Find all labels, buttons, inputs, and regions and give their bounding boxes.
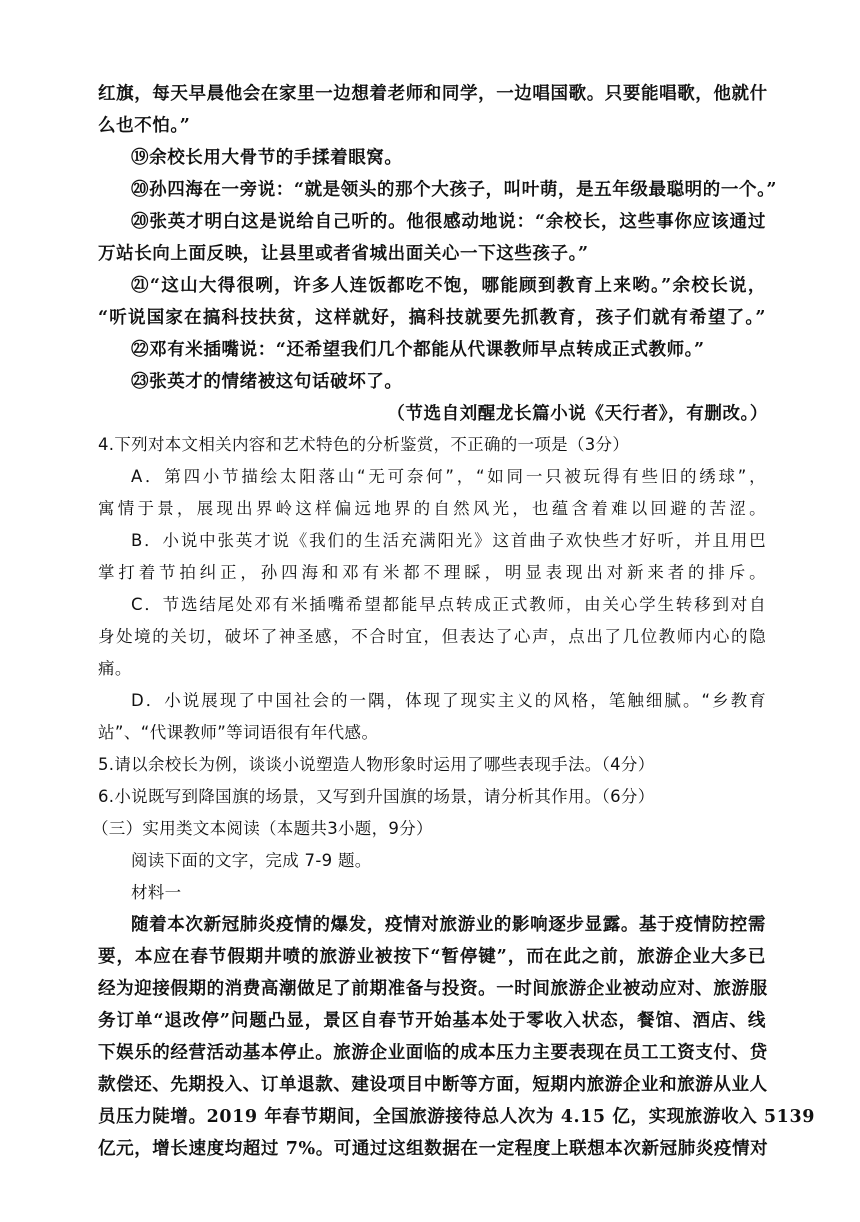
option-c-line2: 身处境的关切，破坏了神圣感，不合时宜，但表达了心声，点出了几位教师内心的隐 (98, 627, 766, 646)
paragraph-19: ⑲余校长用大骨节的手揉着眼窝。 (131, 148, 403, 168)
material-line: 要，本应在春节假期井喷的旅游业被按下“暂停键”，而在此之前，旅游企业大多已 (98, 947, 766, 967)
material-line: 员压力陡增。2019 年春节期间，全国旅游接待总人次为 4.15 亿，实现旅游收入 5139 (98, 1107, 816, 1127)
option-a-line1: A．第四小节描绘太阳落山“无可奈何”，“如同一只被玩得有些旧的绣球”， (131, 467, 766, 486)
question-6: 6.小说既写到降国旗的场景，又写到升国旗的场景，请分析其作用。（6分） (98, 787, 655, 806)
section-heading: （三）实用类文本阅读（本题共3小题，9分） (92, 819, 433, 838)
question-5: 5.请以余校长为例，谈谈小说塑造人物形象时运用了哪些表现手法。（4分） (98, 755, 655, 774)
material-line: 务订单“退改停”问题凸显，景区自春节开始基本处于零收入状态，餐馆、酒店、线 (98, 1011, 766, 1031)
paragraph-21: ㉑“这山大得很咧，许多人连饭都吃不饱，哪能顾到教育上来哟。”余校长说， (131, 276, 766, 296)
option-d-line1: D．小说展现了中国社会的一隅，体现了现实主义的风格，笔触细腻。“乡教育 (131, 691, 766, 710)
option-b-line2: 掌打着节拍纠正，孙四海和邓有米都不理睬，明显表现出对新来者的排斥。 (98, 563, 766, 582)
option-c-line3: 痛。 (98, 659, 132, 678)
material-line: 经为迎接假期的消费高潮做足了前期准备与投资。一时间旅游企业被动应对、旅游服 (98, 979, 768, 999)
material-line: 下娱乐的经营活动基本停止。旅游企业面临的成本压力主要表现在员工工资支付、贷 (98, 1043, 768, 1063)
material-label: 材料一 (131, 883, 182, 902)
paragraph-22: ㉒邓有米插嘴说：“还希望我们几个都能从代课教师早点转成正式教师。” (131, 340, 705, 360)
text-line: 万站长向上面反映，让县里或者省城出面关心一下这些孩子。” (98, 244, 589, 264)
option-c-line1: C．节选结尾处邓有米插嘴希望都能早点转成正式教师，由关心学生转移到对自 (131, 595, 766, 614)
paragraph-23: ㉓张英才的情绪被这句话破坏了。 (131, 372, 403, 392)
material-line: 亿元，增长速度均超过 7%。可通过这组数据在一定程度上联想本次新冠肺炎疫情对 (98, 1139, 769, 1159)
text-line: “听说国家在搞科技扶贫，这样就好，搞科技就要先抓教育，孩子们就有希望了。” (98, 308, 766, 328)
option-b-line1: B．小说中张英才说《我们的生活充满阳光》这首曲子欢快些才好听，并且用巴 (131, 531, 766, 550)
question-4: 4.下列对本文相关内容和艺术特色的分析鉴赏，不正确的一项是（3分） (98, 435, 630, 454)
paragraph-20b: ⑳张英才明白这是说给自己听的。他很感动地说：“余校长，这些事你应该通过 (131, 212, 766, 232)
option-d-line2: 站”、“代课教师”等词语很有年代感。 (98, 723, 379, 742)
text-line: 么也不怕。” (98, 116, 191, 136)
material-line: 随着本次新冠肺炎疫情的爆发，疫情对旅游业的影响逐步显露。基于疫情防控需 (131, 915, 766, 935)
instruction: 阅读下面的文字，完成 7-9 题。 (131, 851, 372, 870)
text-line: 红旗，每天早晨他会在家里一边想着老师和同学，一边唱国歌。只要能唱歌，他就什 (98, 84, 768, 104)
material-line: 款偿还、先期投入、订单退款、建设项目中断等方面，短期内旅游企业和旅游从业人 (98, 1075, 768, 1095)
paragraph-20a: ⑳孙四海在一旁说：“就是领头的那个大孩子，叫叶萌，是五年级最聪明的一个。” (131, 180, 778, 200)
option-a-line2: 寓情于景，展现出界岭这样偏远地界的自然风光，也蕴含着难以回避的苦涩。 (98, 499, 766, 518)
source-note: （节选自刘醒龙长篇小说《天行者》，有删改。） (387, 404, 768, 424)
